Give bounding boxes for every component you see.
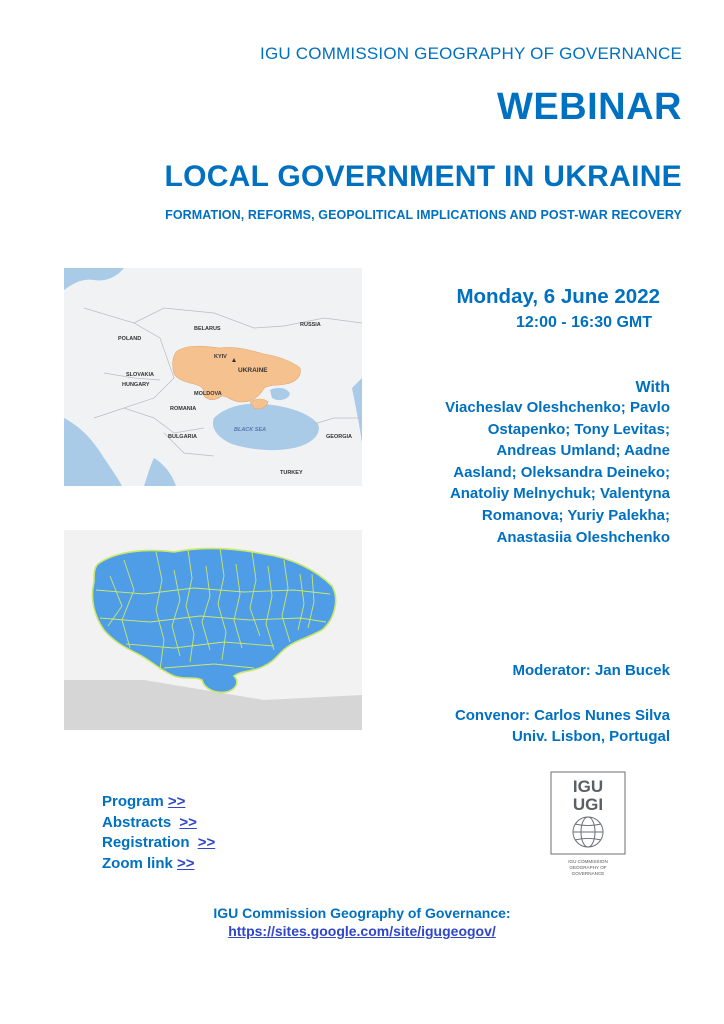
zoom-link[interactable]: >> bbox=[177, 854, 195, 872]
speakers-line: Viacheslav Oleshchenko; Pavlo bbox=[445, 399, 670, 416]
region-map bbox=[64, 268, 362, 486]
footer bbox=[0, 904, 724, 940]
label-poland: POLAND bbox=[118, 336, 142, 342]
label-bulgaria: BULGARIA bbox=[168, 434, 198, 440]
convenor-name: Convenor: Carlos Nunes Silva bbox=[454, 707, 670, 724]
speakers-list bbox=[392, 397, 670, 548]
label-hungary: HUNGARY bbox=[122, 382, 150, 388]
webinar-title: LOCAL GOVERNMENT IN UKRAINE bbox=[164, 160, 682, 193]
convenor bbox=[380, 705, 670, 747]
program-link[interactable]: >> bbox=[167, 793, 186, 810]
zoom-label: Zoom link bbox=[102, 854, 177, 872]
label-moldova: MOLDOVA bbox=[194, 391, 222, 397]
registration-link-row bbox=[102, 833, 215, 854]
registration-label: Registration bbox=[102, 834, 194, 851]
label-belarus: BELARUS bbox=[194, 326, 221, 332]
speakers-line: Andreas Umland; Aadne bbox=[496, 442, 670, 460]
program-label: Program bbox=[102, 793, 168, 810]
speakers-line: Aasland; Oleksandra Deineko; bbox=[453, 463, 670, 481]
footer-website-link[interactable]: https://sites.google.com/site/igugeogov/ bbox=[228, 923, 496, 939]
logo-igu-text: IGU bbox=[572, 777, 604, 796]
label-turkey: TURKEY bbox=[280, 470, 303, 476]
speakers-line: Romanova; Yuriy Palekha; bbox=[481, 506, 670, 524]
event-date: Monday, 6 June 2022 bbox=[456, 285, 660, 308]
zoom-link-row bbox=[102, 854, 215, 875]
logo-caption-line: IGU COMMISSION bbox=[568, 859, 608, 864]
abstracts-label: Abstracts bbox=[102, 813, 176, 831]
footer-org: IGU Commission Geography of Governance: bbox=[213, 905, 511, 921]
logo-caption-line: GOVERNANCE bbox=[571, 871, 605, 876]
abstracts-link-row bbox=[102, 813, 215, 834]
registration-link[interactable]: >> bbox=[197, 834, 216, 851]
label-georgia: GEORGIA bbox=[326, 434, 352, 440]
label-romania: ROMANIA bbox=[170, 406, 197, 412]
convenor-affiliation: Univ. Lisbon, Portugal bbox=[511, 728, 670, 745]
ukraine-admin-map bbox=[64, 530, 362, 730]
igu-logo bbox=[549, 770, 627, 886]
webinar-subtitle: FORMATION, REFORMS, GEOPOLITICAL IMPLICATIONS AND POST-WAR RECOVERY bbox=[165, 208, 682, 222]
moderator: Moderator: Jan Bucek bbox=[512, 662, 670, 679]
label-kyiv: KYIV bbox=[214, 354, 227, 360]
speakers-line: Ostapenko; Tony Levitas; bbox=[487, 420, 670, 438]
label-black-sea: BLACK SEA bbox=[234, 427, 267, 433]
speakers-label: With bbox=[635, 379, 670, 396]
event-type-heading: WEBINAR bbox=[496, 86, 682, 128]
program-link-row bbox=[102, 792, 215, 813]
label-slovakia: SLOVAKIA bbox=[126, 372, 155, 378]
abstracts-link[interactable]: >> bbox=[179, 813, 197, 831]
logo-ugi-text: UGI bbox=[572, 795, 604, 814]
label-ukraine: UKRAINE bbox=[238, 367, 268, 374]
resource-links bbox=[102, 792, 215, 874]
organization-name: IGU COMMISSION GEOGRAPHY OF GOVERNANCE bbox=[260, 44, 682, 63]
speakers-line: Anastasiia Oleshchenko bbox=[496, 528, 670, 546]
logo-caption-line: GEOGRAPHY OF bbox=[569, 865, 607, 870]
label-russia: RUSSIA bbox=[300, 322, 321, 328]
event-time: 12:00 - 16:30 GMT bbox=[515, 314, 652, 331]
speakers-line: Anatoliy Melnychuk; Valentyna bbox=[449, 485, 670, 503]
